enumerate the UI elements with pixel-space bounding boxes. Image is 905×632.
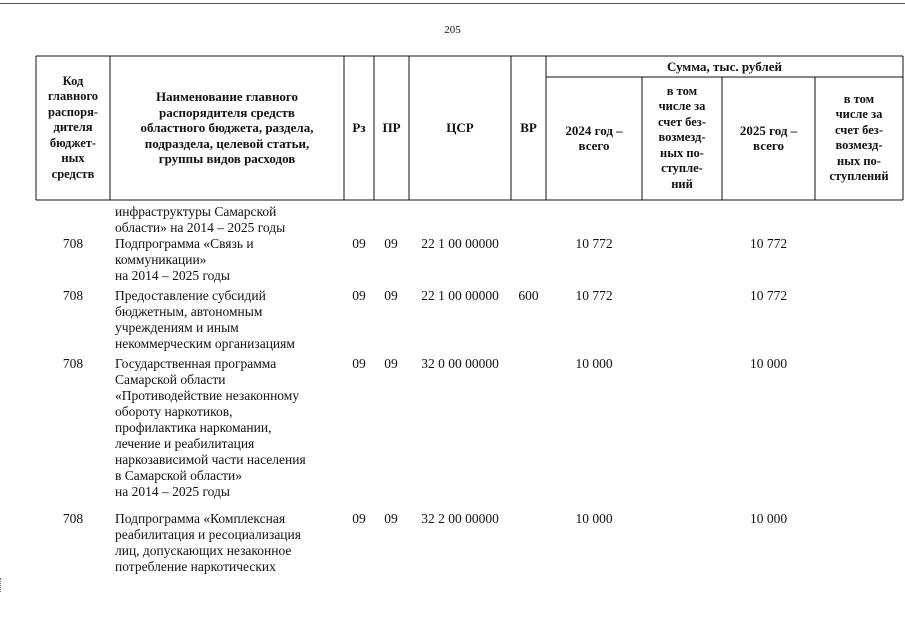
- row-rz: 09: [352, 511, 366, 526]
- row-csr: 22 1 00 00000: [421, 236, 499, 251]
- row-csr: 22 1 00 00000: [421, 288, 499, 303]
- row-rz: 09: [352, 288, 366, 303]
- row-pr: 09: [384, 236, 398, 251]
- header-pr: ПР: [382, 120, 401, 136]
- header-vr: ВР: [520, 120, 537, 136]
- row-csr: 32 0 00 00000: [421, 356, 499, 371]
- row-csr: 32 2 00 00000: [421, 511, 499, 526]
- header-total-2024: 2024 год – всего: [565, 122, 623, 153]
- row-name: инфраструктуры Самарской области» на 2014 – 2025 годы: [115, 204, 286, 235]
- header-incl-2025: в том числе за счет без- возмезд- ных по- ступлений: [829, 91, 889, 183]
- row-pr: 09: [384, 288, 398, 303]
- row-sum-2024: 10 000: [575, 356, 613, 371]
- row-sum-2024: 10 000: [575, 511, 613, 526]
- row-rz: 09: [352, 236, 366, 251]
- header-sum-group: Сумма, тыс. рублей: [667, 59, 782, 75]
- row-pr: 09: [384, 511, 398, 526]
- top-border-line: [0, 3, 905, 4]
- row-vr: 600: [518, 288, 539, 303]
- row-pr: 09: [384, 356, 398, 371]
- row-name: Государственная программа Самарской области «Противодействие незаконному обороту наркотиков, профилактика наркомании, лечение и реабилитация наркозависимой части населения в Самарской области» на 2014 – 2025 годы: [115, 356, 306, 499]
- row-sum-2025: 10 000: [749, 356, 788, 371]
- row-name: Предоставление субсидий бюджетным, автономным учреждениям и иным некоммерческим организациям: [115, 288, 295, 351]
- header-total-2025: 2025 год – всего: [739, 122, 798, 153]
- row-sum-2024: 10 772: [575, 236, 613, 251]
- header-rz: Рз: [352, 120, 366, 136]
- header-incl-2024: в том числе за счет без- возмезд- ных по- ступле- ний: [658, 83, 706, 191]
- page-number: 205: [444, 24, 461, 36]
- scan-edge-mark: [0, 578, 3, 592]
- header-name: Наименование главного распорядителя средств областного бюджета, раздела, подраздела, целевой статьи, группы видов расходов: [140, 89, 314, 167]
- header-code: Код главного распоря- дителя бюджет- ных средств: [47, 73, 99, 181]
- row-code: 708: [62, 356, 84, 371]
- header-csr: ЦСР: [446, 120, 474, 136]
- row-name: Подпрограмма «Связь и коммуникации» на 2014 – 2025 годы: [115, 236, 254, 283]
- row-sum-2025: 10 000: [749, 511, 788, 526]
- row-code: 708: [62, 236, 84, 251]
- row-sum-2024: 10 772: [575, 288, 613, 303]
- row-sum-2025: 10 772: [749, 288, 788, 303]
- row-code: 708: [62, 511, 84, 526]
- row-name: Подпрограмма «Комплексная реабилитация и ресоциализация лиц, допускающих незаконное потребление наркотических: [115, 511, 301, 574]
- row-code: 708: [62, 288, 84, 303]
- row-sum-2025: 10 772: [749, 236, 788, 251]
- row-rz: 09: [352, 356, 366, 371]
